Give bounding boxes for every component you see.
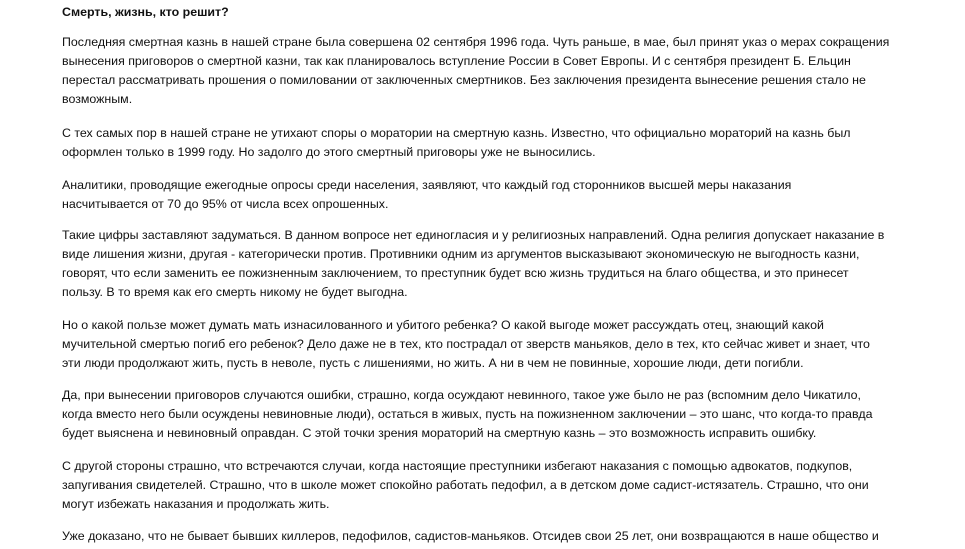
text-line: вынесения приговоров о смертной казни, так как планировалось вступление России в Совет Европы. И с сентября президент Б. Ельцин bbox=[62, 54, 851, 68]
paragraph bbox=[62, 316, 952, 373]
text-line: возможным. bbox=[62, 92, 133, 106]
text-line: Аналитики, проводящие ежегодные опросы среди населения, заявляют, что каждый год сторонников высшей меры наказания bbox=[62, 178, 792, 192]
text-line: С другой стороны страшно, что встречаются случаи, когда настоящие преступники избегают наказания с помощью адвокатов, подкупов, bbox=[62, 459, 853, 473]
text-line: эти люди продолжают жить, пусть в неволе, пусть с лишениями, но жить. А ни в чем не повинные, хорошие люди, дети погибли. bbox=[62, 356, 804, 370]
text-line: пользу. В то время как его смерть никому не будет выгодна. bbox=[62, 285, 408, 299]
text-line: виде лишения жизни, другая - категорически против. Противники одним из аргументов высказывают экономическую не выгодность казни, bbox=[62, 247, 860, 261]
paragraph bbox=[62, 124, 952, 162]
text-line: оформлен только в 1999 году. Но задолго до этого смертный приговоры уже не выносились. bbox=[62, 145, 596, 159]
text-line: С тех самых пор в нашей стране не утихают споры о моратории на смертную казнь. Известно, что официально мораторий на казнь был bbox=[62, 126, 851, 140]
paragraph bbox=[62, 457, 952, 514]
text-line: могут избежать наказания и продолжать жить. bbox=[62, 497, 330, 511]
paragraph bbox=[62, 226, 952, 302]
text-line: Уже доказано, что не бывает бывших киллеров, педофилов, садистов-маньяков. Отсидев свои 25 лет, они возвращаются в наше общество и bbox=[62, 529, 879, 543]
text-line: Последняя смертная казнь в нашей стране была совершена 02 сентября 1996 года. Чуть раньше, в мае, был принят указ о мерах сокращения bbox=[62, 35, 890, 49]
text-line: Но о какой пользе может думать мать изнасилованного и убитого ребенка? О какой выгоде может рассуждать отец, знающий какой bbox=[62, 318, 824, 332]
text-line: Такие цифры заставляют задуматься. В данном вопросе нет единогласия и у религиозных направлений. Одна религия допускает наказание в bbox=[62, 228, 885, 242]
document-title: Смерть, жизнь, кто решит? bbox=[62, 5, 229, 19]
text-line: будет выяснена и невиновный оправдан. С этой точки зрения мораторий на смертную казнь – это возможность исправить ошибку. bbox=[62, 426, 817, 440]
text-line: перестал рассматривать прошения о помиловании от заключенных смертников. Без заключения президента вынесение решения стало не bbox=[62, 73, 866, 87]
text-line: мучительной смертью погиб его ребенок? Дело даже не в тех, кто пострадал от зверств маньяков, дело в тех, кто сейчас живет и знает, что bbox=[62, 337, 870, 351]
paragraph bbox=[62, 33, 952, 109]
paragraph bbox=[62, 527, 952, 546]
text-line: Да, при вынесении приговоров случаются ошибки, страшно, когда осуждают невинного, такое уже было не раз (вспомним дело Чикатило, bbox=[62, 388, 861, 402]
text-line: запугивания свидетелей. Страшно, что в школе может спокойно работать педофил, а в детском доме садист-истязатель. Страшно, что они bbox=[62, 478, 869, 492]
text-line: насчитывается от 70 до 95% от числа всех опрошенных. bbox=[62, 197, 389, 211]
paragraph bbox=[62, 386, 952, 443]
text-line: говорят, что если заменить ее пожизненным заключением, то преступник будет всю жизнь трудиться на благо общества, и это принесет bbox=[62, 266, 849, 280]
text-line: когда вместо него были осуждены невиновные люди), остаться в живых, пусть на пожизненном заключении – это шанс, что когда-то правда bbox=[62, 407, 873, 421]
paragraph bbox=[62, 176, 952, 214]
